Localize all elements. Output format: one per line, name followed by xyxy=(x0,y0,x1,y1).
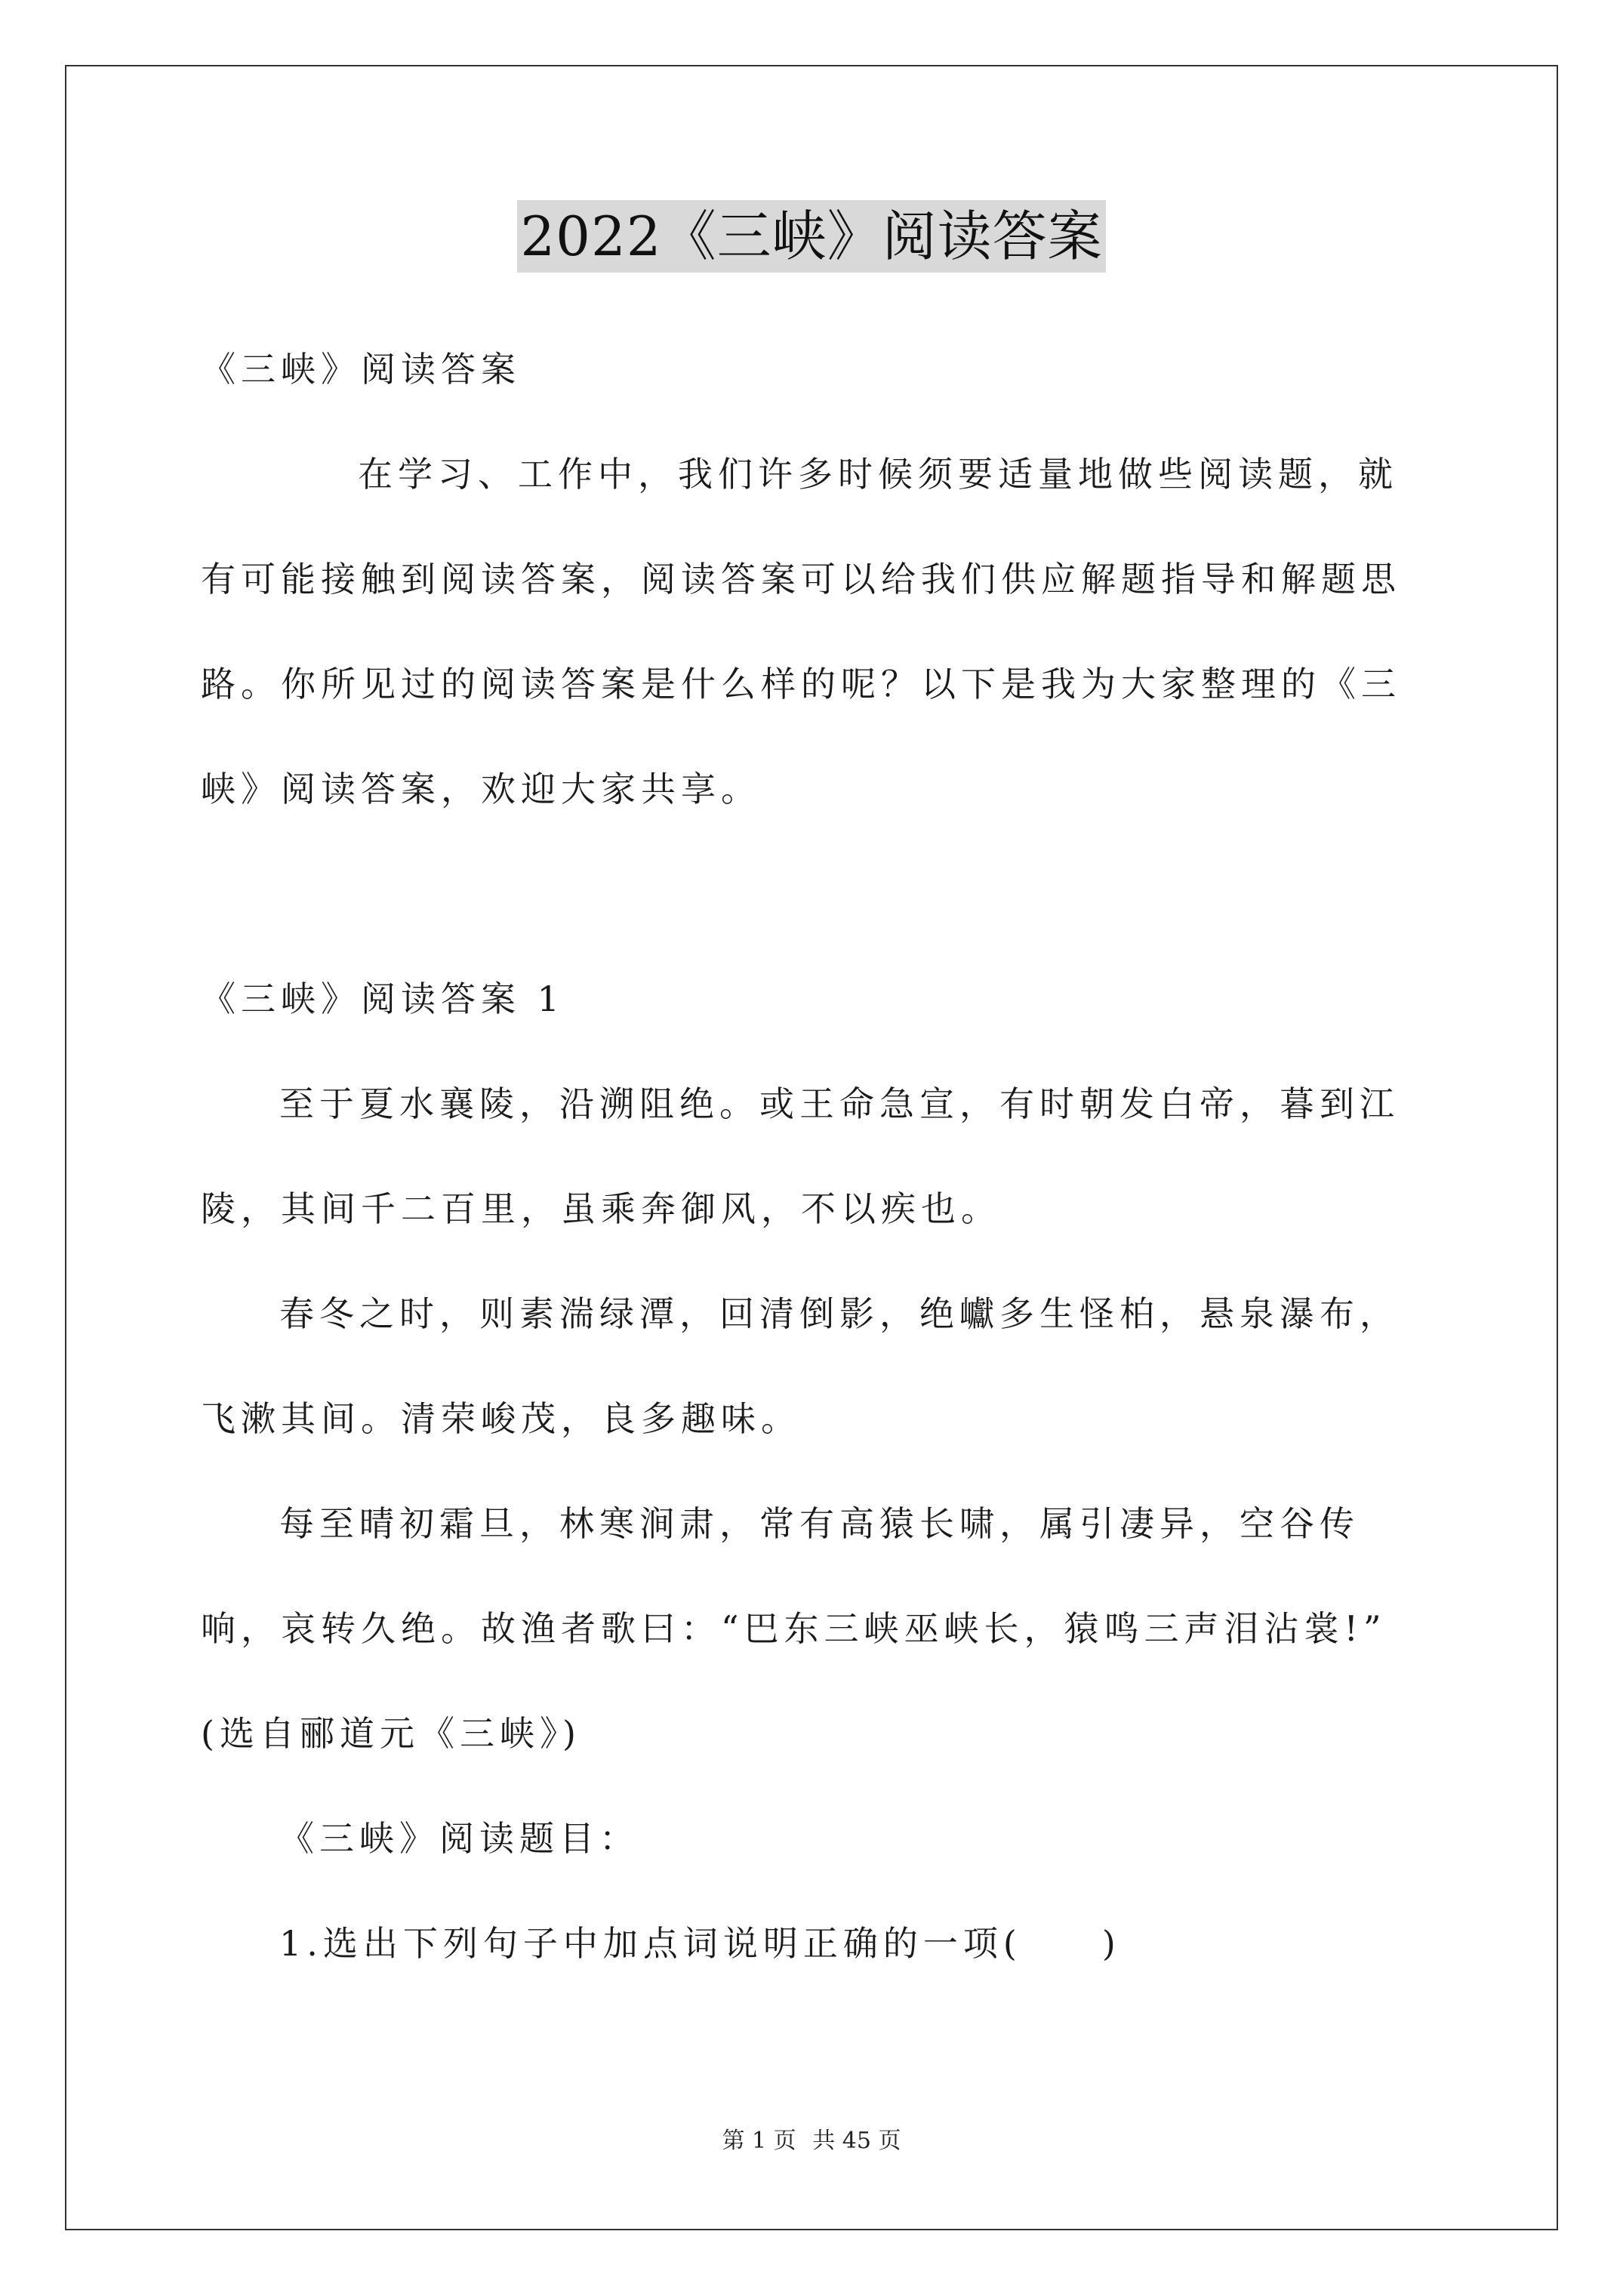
page-footer xyxy=(0,2122,1623,2155)
page-total: 共 45 页 xyxy=(812,2128,901,2154)
page-number: 第 1 页 xyxy=(722,2128,796,2154)
blank-line xyxy=(201,842,1431,947)
intro-paragraph: 在学习、工作中，我们许多时候须要适量地做些阅读题，就有可能接触到阅读答案，阅读答案可以给我们供应解题指导和解题思路。你所见过的阅读答案是什么样的呢？以下是我为大家整理的《三峡》阅读答案，欢迎大家共享。 xyxy=(201,454,1401,809)
question-1: 1.选出下列句子中加点词说明正确的一项( ) xyxy=(279,1923,1121,1964)
questions-heading: 《三峡》阅读题目： xyxy=(279,1818,639,1859)
text-paragraph-2: 春冬之时，则素湍绿潭，回清倒影，绝巘多生怪柏，悬泉瀑布，飞漱其间。清荣峻茂，良多趣味。 xyxy=(201,1293,1400,1439)
section-heading-1: 《三峡》阅读答案 1 xyxy=(201,978,565,1019)
document-title: 2022《三峡》阅读答案 xyxy=(517,200,1105,273)
document-body xyxy=(201,317,1431,1996)
text-paragraph-3: 每至晴初霜旦，林寒涧肃，常有高猿长啸，属引凄异，空谷传响，哀转久绝。故渔者歌曰：“巴东三峡巫峡长，猿鸣三声泪沾裳!” (选自郦道元《三峡》) xyxy=(201,1503,1387,1754)
title-container xyxy=(0,200,1623,273)
text-paragraph-1: 至于夏水襄陵，沿溯阻绝。或王命急宣，有时朝发白帝，暮到江陵，其间千二百里，虽乘奔御风，不以疾也。 xyxy=(201,1083,1400,1229)
section-heading: 《三峡》阅读答案 xyxy=(201,349,521,390)
